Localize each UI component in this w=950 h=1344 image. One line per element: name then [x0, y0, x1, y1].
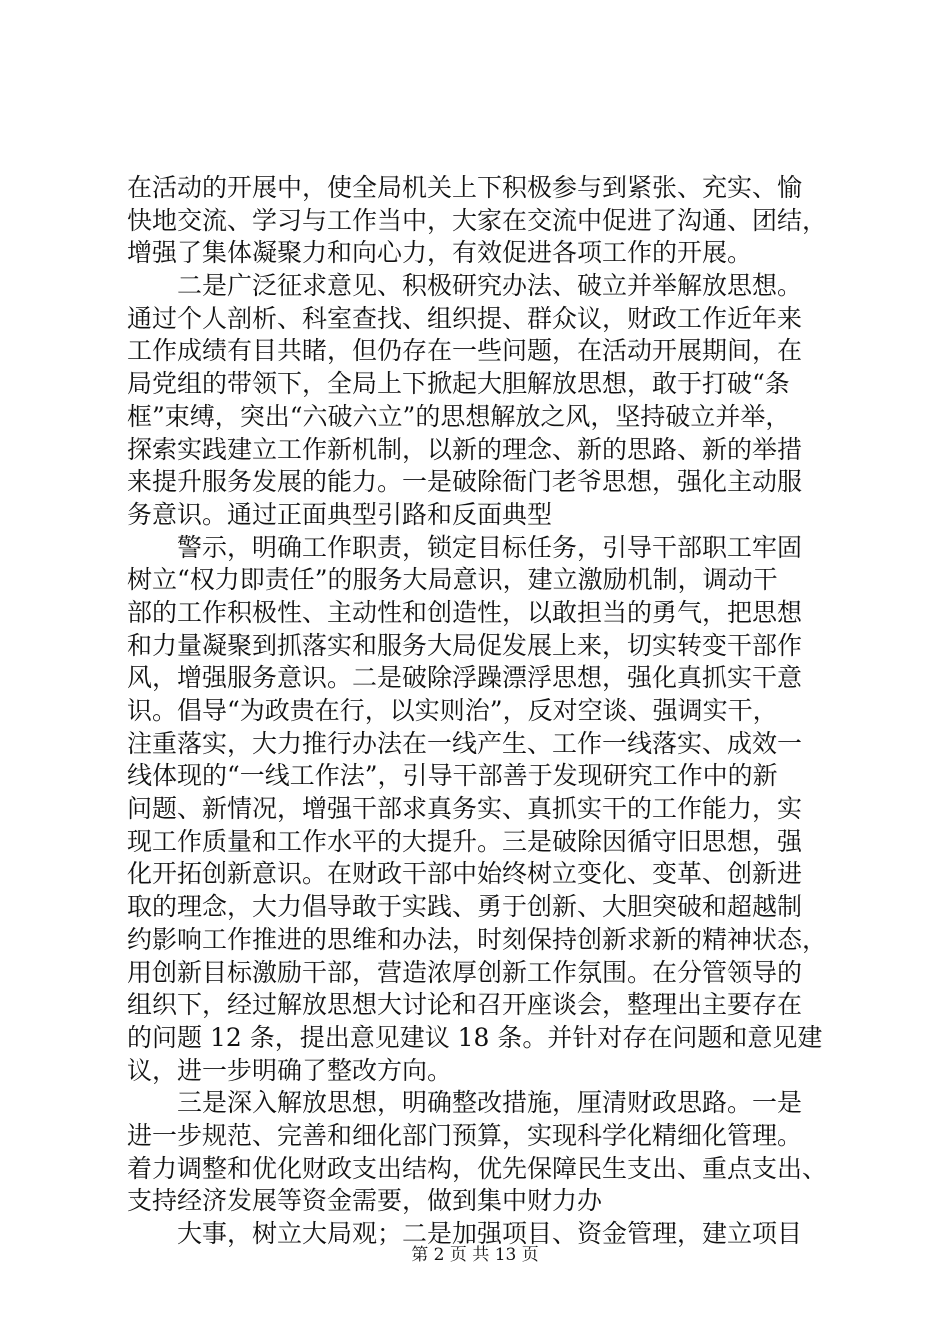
- text-line: 识。倡导“为政贵在行，以实则治”，反对空谈、强调实干，: [127, 696, 778, 725]
- text-line: 二是广泛征求意见、积极研究办法、破立并举解放思想。: [177, 271, 803, 301]
- text-line: 化开拓创新意识。在财政干部中始终树立变化、变革、创新进: [127, 859, 803, 889]
- text-line: 支持经济发展等资金需要，做到集中财力办: [127, 1186, 603, 1216]
- text-line: 议，进一步明确了整改方向。: [127, 1055, 453, 1085]
- text-line: 探索实践建立工作新机制，以新的理念、新的思路、新的举措: [127, 434, 803, 464]
- text-line: 在活动的开展中，使全局机关上下积极参与到紧张、充实、愉: [127, 173, 803, 202]
- text-line: 增强了集体凝聚力和向心力，有效促进各项工作的开展。: [127, 238, 753, 268]
- text-line: 快地交流、学习与工作当中，大家在交流中促进了沟通、团结，: [127, 205, 828, 235]
- text-line: 用创新目标激励干部，营造浓厚创新工作氛围。在分管领导的: [127, 957, 803, 987]
- text-line: 务意识。通过正面典型引路和反面典型: [127, 499, 553, 529]
- text-line: 和力量凝聚到抓落实和服务大局促发展上来，切实转变干部作: [127, 630, 803, 660]
- text-line: 约影响工作推进的思维和办法，时刻保持创新求新的精神状态，: [127, 924, 828, 954]
- text-line: 三是深入解放思想，明确整改措施，厘清财政思路。一是: [177, 1088, 803, 1118]
- text-line: 的问题 12 条，提出意见建议 18 条。并针对存在问题和意见建: [127, 1022, 823, 1052]
- text-line: 组织下，经过解放思想大讨论和召开座谈会，整理出主要存在: [127, 990, 803, 1020]
- text-line: 着力调整和优化财政支出结构，优先保障民生支出、重点支出、: [127, 1153, 828, 1183]
- text-line: 现工作质量和工作水平的大提升。三是破除因循守旧思想，强: [127, 826, 803, 856]
- text-line: 框”束缚，突出“六破六立”的思想解放之风，坚持破立并举，: [127, 401, 791, 431]
- text-line: 风，增强服务意识。二是破除浮躁漂浮思想，强化真抓实干意: [127, 663, 803, 693]
- page-footer: 第 2 页 共 13 页: [411, 1245, 539, 1265]
- text-line: 局党组的带领下，全局上下掀起大胆解放思想，敢于打破“条: [127, 369, 790, 399]
- text-line: 注重落实，大力推行办法在一线产生、工作一线落实、成效一: [127, 728, 803, 758]
- text-line: 警示，明确工作职责，锁定目标任务，引导干部职工牢固: [177, 532, 803, 562]
- text-line: 取的理念，大力倡导敢于实践、勇于创新、大胆突破和超越制: [127, 892, 803, 922]
- text-line: 工作成绩有目共睹，但仍存在一些问题，在活动开展期间，在: [127, 336, 803, 366]
- text-line: 通过个人剖析、科室查找、组织提、群众议，财政工作近年来: [127, 303, 803, 333]
- text-line: 树立“权力即责任”的服务大局意识，建立激励机制，调动干: [127, 565, 778, 595]
- text-line: 线体现的“一线工作法”，引导干部善于发现研究工作中的新: [127, 761, 778, 791]
- text-line: 来提升服务发展的能力。一是破除衙门老爷思想，强化主动服: [127, 467, 803, 497]
- text-line: 进一步规范、完善和细化部门预算，实现科学化精细化管理。: [127, 1120, 803, 1150]
- text-line: 问题、新情况，增强干部求真务实、真抓实干的工作能力，实: [127, 794, 803, 824]
- text-line: 部的工作积极性、主动性和创造性，以敢担当的勇气，把思想: [127, 597, 803, 627]
- text-line: 大事，树立大局观；二是加强项目、资金管理，建立项目: [177, 1219, 803, 1248]
- document-body: [127, 172, 837, 1251]
